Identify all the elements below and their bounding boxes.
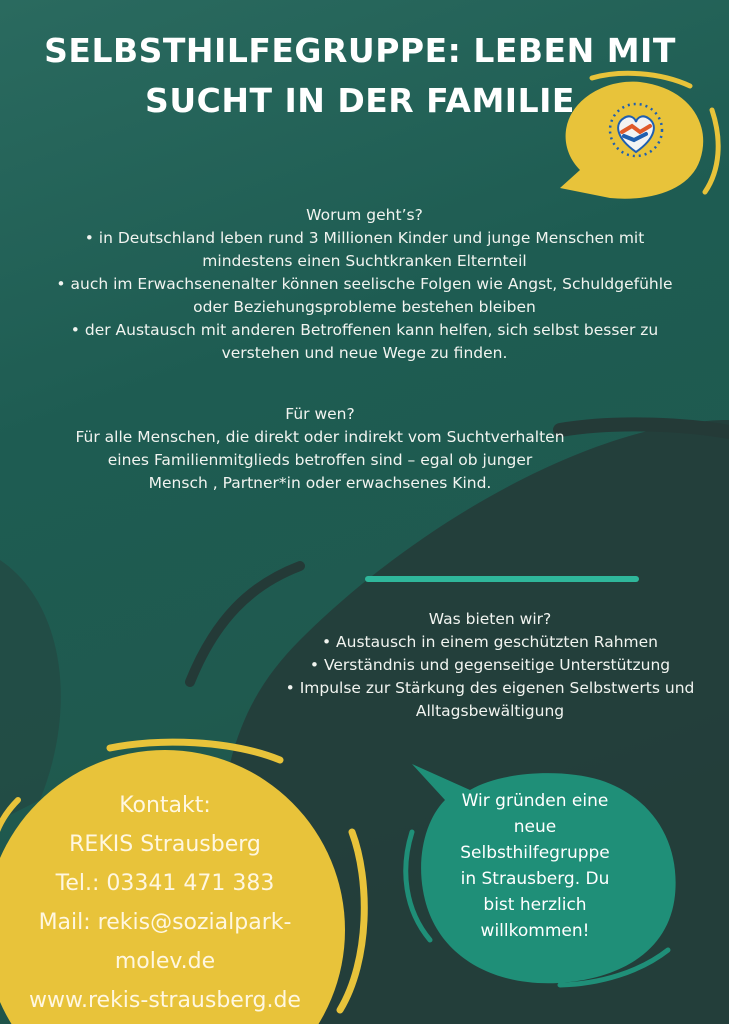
contact-block <box>0 786 330 1020</box>
section-line: oder Beziehungsprobleme bestehen bleiben <box>193 298 536 316</box>
section-worum <box>30 204 699 365</box>
contact-phone: Tel.: 03341 471 383 <box>55 871 275 896</box>
left-dark-shape <box>0 560 61 820</box>
contact-mail-cont: molev.de <box>114 949 216 974</box>
section-angebot <box>260 608 720 723</box>
bubble-line: Wir gründen eine <box>461 791 609 811</box>
section-line: • Verständnis und gegenseitige Unterstützung <box>309 656 671 674</box>
contact-website: www.rekis-strausberg.de <box>29 988 301 1013</box>
section-line: Mensch , Partner*in oder erwachsenes Kind. <box>148 474 492 492</box>
section-heading: Für wen? <box>285 405 355 423</box>
section-line: eines Familienmitglieds betroffen sind – egal ob junger <box>107 451 533 469</box>
section-line: • auch im Erwachsenenalter können seelische Folgen wie Angst, Schuldgefühle <box>56 275 673 293</box>
section-line: verstehen und neue Wege zu finden. <box>221 344 508 362</box>
bubble-line: in Strausberg. Du <box>460 869 610 889</box>
bubble-line: neue <box>513 817 557 837</box>
title-line: SELBSTHILFEGRUPPE: LEBEN MIT <box>44 31 676 70</box>
section-heading: Worum geht’s? <box>306 206 423 224</box>
section-line: mindestens einen Suchtkranken Elternteil <box>202 252 527 270</box>
section-line: • Impulse zur Stärkung des eigenen Selbstwerts und <box>285 679 695 697</box>
poster-title <box>40 26 680 126</box>
title-line: SUCHT IN DER FAMILIE <box>145 81 575 120</box>
section-line: • der Austausch mit anderen Betroffenen kann helfen, sich selbst besser zu <box>70 321 659 339</box>
contact-heading: Kontakt: <box>119 793 211 818</box>
section-heading: Was bieten wir? <box>428 610 552 628</box>
invitation-bubble-text <box>450 788 620 944</box>
section-line: Alltagsbewältigung <box>415 702 565 720</box>
bubble-line: bist herzlich <box>483 895 587 915</box>
section-fuer-wen <box>30 403 610 495</box>
section-line: • Austausch in einem geschützten Rahmen <box>321 633 658 651</box>
bubble-line: Selbsthilfegruppe <box>460 843 610 863</box>
logo-arc-right <box>705 110 718 192</box>
section-line: • in Deutschland leben rund 3 Millionen Kinder und junge Menschen mit <box>84 229 645 247</box>
bubble-line: willkommen! <box>480 921 590 941</box>
section-line: Für alle Menschen, die direkt oder indirekt vom Suchtverhalten <box>75 428 565 446</box>
contact-line: REKIS Strausberg <box>69 832 261 857</box>
contact-mail: Mail: rekis@sozialpark- <box>38 910 292 935</box>
